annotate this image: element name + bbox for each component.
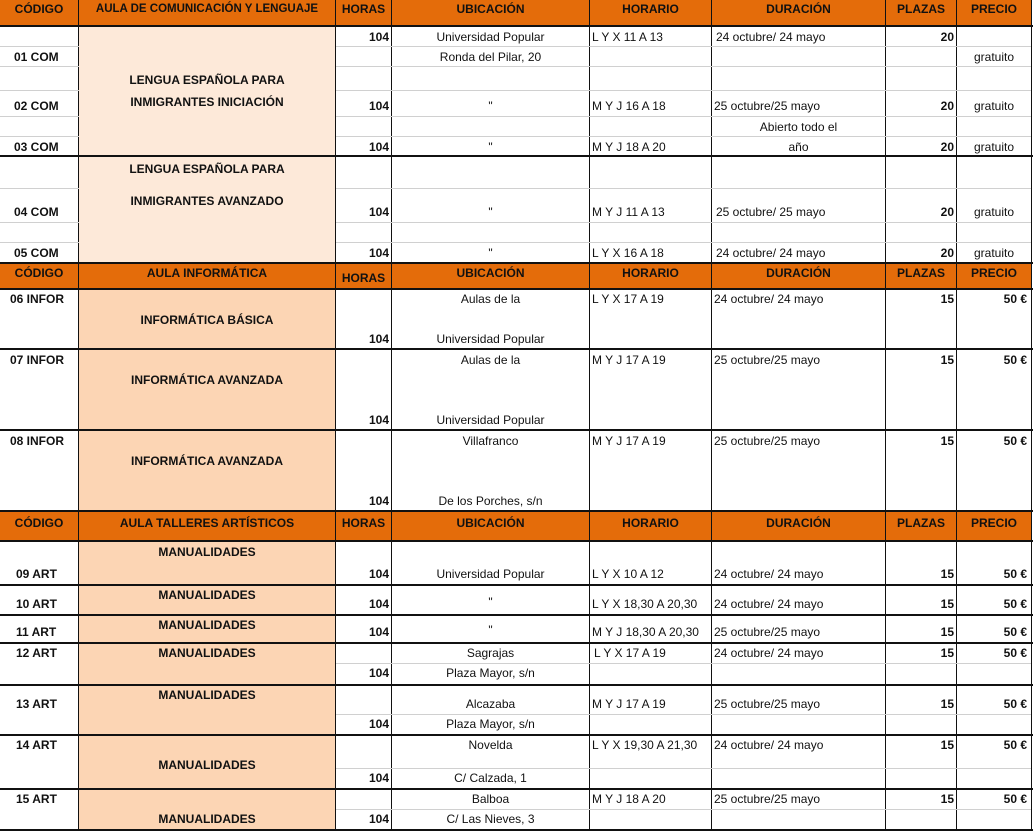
row-divider [336,66,1031,67]
row-12-ubicacion-2: Plaza Mayor, s/n [446,666,535,680]
row-04-plazas: 20 [940,205,954,219]
row-02-horario: M Y J 16 A 18 [592,99,666,113]
row-07-horas: 104 [368,413,389,427]
row-15-ubicacion-2: C/ Las Nieves, 3 [446,812,535,826]
row-11-horas: 104 [368,625,389,639]
row-01-horario: L Y X 11 A 13 [592,30,663,44]
row-divider [0,136,79,137]
row-06-codigo: 06 INFOR [10,292,65,306]
row-15-duracion: 25 octubre/25 mayo [714,792,821,806]
row-divider [0,188,79,189]
row-07-codigo: 07 INFOR [10,353,65,367]
row-15-ubicacion: Balboa [471,792,510,806]
row-06-horario: L Y X 17 A 19 [592,292,664,306]
section-border [0,25,1033,27]
row-09-plazas: 15 [940,567,954,581]
row-07-plazas: 15 [940,353,954,367]
row-04-ubicacion: " [488,205,493,219]
header-duracion: DURACIÓN [712,512,885,540]
row-03-precio: gratuito [973,140,1015,154]
group-name-line: INMIGRANTES AVANZADO [130,194,284,208]
row-border [336,155,1033,157]
row-10-ubicacion: " [488,595,493,609]
row-divider [0,222,79,223]
row-01-plazas: 20 [940,30,954,44]
row-15-nombre: MANUALIDADES [79,790,335,831]
header-aula: AULA DE COMUNICACIÓN Y LENGUAJE [79,0,335,26]
header-horas: HORAS [336,0,391,26]
row-06-ubicacion-2: Universidad Popular [436,332,545,346]
row-15-plazas: 15 [940,792,954,806]
row-05-horas: 104 [368,246,389,260]
row-07-horario: M Y J 17 A 19 [592,353,666,367]
row-11-horario: M Y J 18,30 A 20,30 [592,625,699,639]
row-08-plazas: 15 [940,434,954,448]
row-04-horario: M Y J 11 A 13 [592,205,665,219]
row-15-precio: 50 € [1003,792,1027,806]
group-name-line: LENGUA ESPAÑOLA PARA [129,162,285,176]
row-12-plazas: 15 [940,646,954,660]
header-codigo: CÓDIGO [0,0,78,26]
row-02-plazas: 20 [940,99,954,113]
row-08-horas: 104 [368,494,389,508]
row-03-duracion: Abierto todo el [759,120,838,134]
row-07-precio: 50 € [1003,353,1027,367]
header-precio: PRECIO [957,0,1031,26]
row-06-horas: 104 [368,332,389,346]
group-name-infor-07: INFORMÁTICA AVANZADA [79,350,335,429]
row-divider [0,90,79,91]
row-divider [0,46,79,47]
row-02-codigo: 02 COM [14,99,59,113]
row-07-ubicacion-2: Universidad Popular [436,413,545,427]
group-name-avanzado [79,157,335,262]
header-horario: HORARIO [590,512,711,540]
row-14-duracion: 24 octubre/ 24 mayo [714,738,824,752]
row-01-ubicacion-addr: Ronda del Pilar, 20 [439,50,542,64]
row-10-codigo: 10 ART [16,597,57,611]
header-horario: HORARIO [590,0,711,26]
row-02-duracion: 25 octubre/25 mayo [714,99,821,113]
row-10-duracion: 24 octubre/ 24 mayo [714,597,824,611]
row-divider [336,188,1031,189]
row-04-codigo: 04 COM [14,205,59,219]
row-14-horas: 104 [368,771,389,785]
row-04-duracion: 25 octubre/ 25 mayo [716,205,826,219]
row-12-horas: 104 [368,666,389,680]
row-01-horas: 104 [368,30,389,44]
row-03-horario: M Y J 18 A 20 [592,140,666,154]
row-06-plazas: 15 [940,292,954,306]
header-horas: HORAS [336,512,391,540]
row-08-precio: 50 € [1003,434,1027,448]
row-13-codigo: 13 ART [16,697,57,711]
row-divider [336,116,1031,117]
row-08-ubicacion: Villafranco [462,434,519,448]
row-09-codigo: 09 ART [16,567,57,581]
header-plazas: PLAZAS [886,0,956,26]
row-10-plazas: 15 [940,597,954,611]
row-10-horario: L Y X 18,30 A 20,30 [592,597,698,611]
row-divider [336,222,1031,223]
row-divider [336,663,1031,664]
row-05-codigo: 05 COM [14,246,59,260]
row-08-ubicacion-2: De los Porches, s/n [438,494,543,508]
row-11-precio: 50 € [1003,625,1027,639]
header-precio: PRECIO [957,512,1031,540]
header-aula: AULA INFORMÁTICA [79,264,335,288]
col-border [1031,0,1032,831]
row-05-ubicacion: " [488,246,493,260]
row-11-nombre: MANUALIDADES [79,616,335,642]
row-10-nombre: MANUALIDADES [79,586,335,614]
row-12-codigo: 12 ART [16,646,57,660]
row-11-duracion: 25 octubre/25 mayo [714,625,821,639]
group-name-infor-06: INFORMÁTICA BÁSICA [79,290,335,348]
row-03-horas: 104 [368,140,389,154]
row-08-codigo: 08 INFOR [10,434,65,448]
row-03-ubicacion: " [488,140,493,154]
header-precio: PRECIO [957,264,1031,288]
row-08-duracion: 25 octubre/25 mayo [714,434,821,448]
header-plazas: PLAZAS [886,512,956,540]
row-12-nombre: MANUALIDADES [79,644,335,684]
row-12-horario: L Y X 17 A 19 [594,646,666,660]
header-codigo: CÓDIGO [0,264,78,288]
group-name-line: INMIGRANTES INICIACIÓN [130,95,284,109]
header-ubicacion: UBICACIÓN [392,264,589,288]
row-04-precio: gratuito [973,205,1015,219]
row-13-precio: 50 € [1003,697,1027,711]
row-13-horas: 104 [368,717,389,731]
header-aula: AULA TALLERES ARTÍSTICOS [79,512,335,540]
row-14-ubicacion-2: C/ Calzada, 1 [454,771,527,785]
row-09-duracion: 24 octubre/ 24 mayo [714,567,824,581]
group-name-iniciacion [79,27,335,156]
row-divider [0,116,79,117]
row-03-plazas: 20 [940,140,954,154]
row-divider [336,46,1031,47]
header-plazas: PLAZAS [886,264,956,288]
header-ubicacion: UBICACIÓN [392,0,589,26]
header-duracion: DURACIÓN [712,264,885,288]
row-15-horario: M Y J 18 A 20 [592,792,666,806]
row-02-ubicacion: " [488,99,493,113]
header-horario: HORARIO [590,264,711,288]
header-duracion: DURACIÓN [712,0,885,26]
row-11-codigo: 11 ART [16,625,57,639]
row-03-duracion-2: año [788,140,809,154]
row-11-ubicacion: " [488,623,493,637]
row-01-duracion: 24 octubre/ 24 mayo [716,30,826,44]
row-05-horario: L Y X 16 A 18 [592,246,664,260]
row-divider [336,90,1031,91]
row-07-duracion: 25 octubre/25 mayo [714,353,821,367]
row-07-ubicacion: Aulas de la [460,353,521,367]
row-09-precio: 50 € [1003,567,1027,581]
row-divider [336,242,1031,243]
row-09-horas: 104 [368,567,389,581]
row-10-horas: 104 [368,597,389,611]
row-13-ubicacion-2: Plaza Mayor, s/n [446,717,535,731]
row-14-horario: L Y X 19,30 A 21,30 [592,738,698,752]
row-09-nombre: MANUALIDADES [79,542,335,584]
row-15-horas: 104 [368,812,389,826]
row-13-ubicacion: Alcazaba [465,697,516,711]
row-14-ubicacion: Novelda [468,738,513,752]
row-01-codigo: 01 COM [14,50,59,64]
row-03-codigo: 03 COM [14,140,59,154]
row-06-ubicacion: Aulas de la [460,292,521,306]
row-15-codigo: 15 ART [16,792,57,806]
row-divider [336,714,1031,715]
row-12-precio: 50 € [1003,646,1027,660]
row-divider [0,66,79,67]
row-09-horario: L Y X 10 A 12 [592,567,664,581]
row-13-plazas: 15 [940,697,954,711]
row-05-plazas: 20 [940,246,954,260]
row-04-horas: 104 [368,205,389,219]
row-14-precio: 50 € [1003,738,1027,752]
row-12-duracion: 24 octubre/ 24 mayo [714,646,824,660]
row-05-duracion: 24 octubre/ 24 mayo [716,246,826,260]
header-ubicacion: UBICACIÓN [392,512,589,540]
row-10-precio: 50 € [1003,597,1027,611]
row-13-nombre: MANUALIDADES [79,686,335,734]
row-08-horario: M Y J 17 A 19 [592,434,666,448]
group-name-line: LENGUA ESPAÑOLA PARA [129,73,285,87]
row-divider [0,242,79,243]
row-01-precio: gratuito [973,50,1015,64]
row-13-horario: M Y J 17 A 19 [592,697,666,711]
row-14-nombre: MANUALIDADES [79,736,335,788]
row-13-duracion: 25 octubre/25 mayo [714,697,821,711]
header-horas: HORAS [336,264,391,288]
row-14-plazas: 15 [940,738,954,752]
row-02-precio: gratuito [973,99,1015,113]
row-01-ubicacion: Universidad Popular [436,30,545,44]
row-06-precio: 50 € [1003,292,1027,306]
row-12-ubicacion: Sagrajas [466,646,515,660]
row-border [0,155,79,157]
group-name-infor-08: INFORMÁTICA AVANZADA [79,431,335,510]
row-border [79,155,335,157]
row-divider [336,768,1031,769]
row-02-horas: 104 [368,99,389,113]
row-06-duracion: 24 octubre/ 24 mayo [714,292,824,306]
row-divider [336,809,1031,810]
row-09-ubicacion: Universidad Popular [436,567,545,581]
row-11-plazas: 15 [940,625,954,639]
header-codigo: CÓDIGO [0,512,78,540]
row-divider [336,136,1031,137]
row-14-codigo: 14 ART [16,738,57,752]
row-05-precio: gratuito [973,246,1015,260]
